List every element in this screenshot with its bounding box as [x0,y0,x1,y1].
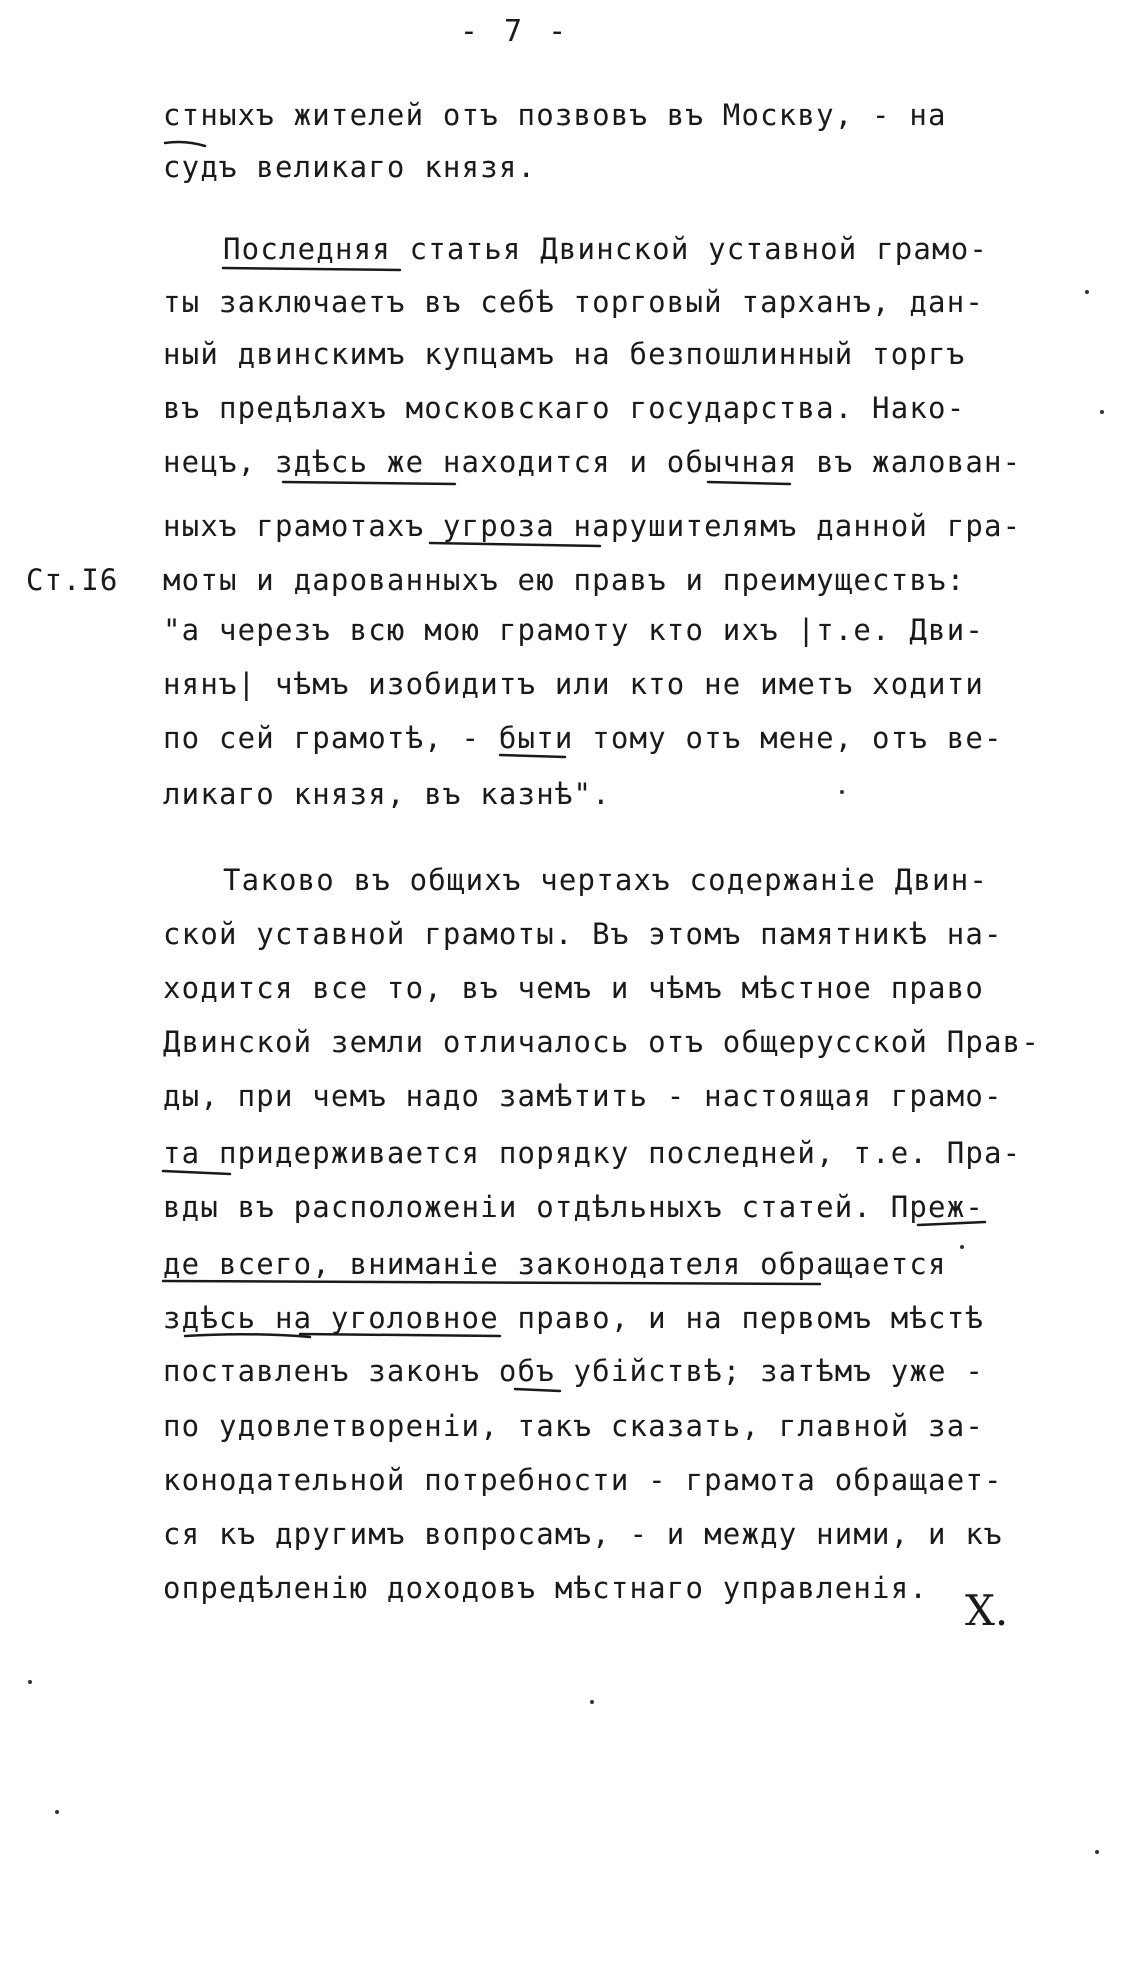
text-line: моты и дарованныхъ ею правъ и преимуществъ: [163,563,966,597]
underline-mark [430,543,600,546]
text-line: въ предѣлахъ московскаго государства. Нако- [163,391,966,425]
text-line: ты заключаетъ въ себѣ торговый тарханъ, дан- [163,285,985,319]
text-line: по сей грамотѣ, - быти тому отъ мене, отъ ве- [163,721,1003,755]
scan-speck [590,1700,594,1704]
text-line: ликаго князя, въ казнѣ". [163,777,611,811]
text-line: поставленъ законъ объ убійствѣ; затѣмъ уже - [163,1354,985,1388]
underline-mark [500,755,565,757]
text-line: нянъ| чѣмъ изобидитъ или кто не иметъ ходити [163,667,985,701]
scan-speck [960,1245,964,1249]
text-line: ся къ другимъ вопросамъ, - и между ними, и къ [163,1517,1003,1551]
underline-mark [223,268,400,270]
text-line: ный двинскимъ купцамъ на безпошлинный торгъ [163,337,966,371]
text-line: судъ великаго князя. [163,150,537,184]
text-line: ды, при чемъ надо замѣтить - настоящая грамо- [163,1079,1003,1113]
page-number: - 7 - [459,14,571,49]
text-line: ской уставной грамоты. Въ этомъ памятникѣ на- [163,917,1003,951]
text-line: ходится все то, въ чемъ и чѣмъ мѣстное право [163,971,985,1005]
text-line: вды въ расположеніи отдѣльныхъ статей. Преж- [163,1190,985,1224]
underline-mark [708,482,790,484]
text-line: Таково въ общихъ чертахъ содержаніе Двин- [223,863,989,897]
text-line: здѣсь на уголовное право, и на первомъ мѣстѣ [163,1301,985,1335]
text-line: де всего, вниманіе законодателя обращается [163,1247,947,1281]
margin-note-article: Ст.I6 [26,563,119,597]
underline-mark [165,142,205,146]
text-line: конодательной потребности - грамота обращает- [163,1463,1003,1497]
scan-speck [28,1680,32,1684]
text-line: та придерживается порядку последней, т.е. Пра- [163,1136,1022,1170]
text-line: по удовлетвореніи, такъ сказать, главной за- [163,1409,985,1443]
underline-mark [283,482,455,484]
underline-mark [515,1389,560,1391]
underline-mark [918,1222,985,1225]
text-line: Двинской земли отличалось отъ общерусской Прав- [163,1025,1040,1059]
scan-speck [1085,290,1089,294]
scan-speck [1100,410,1104,414]
underline-mark [185,1334,310,1337]
scan-speck [55,1810,59,1814]
text-line: нецъ, здѣсь же находится и обычная въ жалован- [163,445,1022,479]
underline-mark [163,1281,820,1284]
text-line: "а черезъ всю мою грамоту кто ихъ |т.е. Дви- [163,613,985,647]
scan-speck [840,790,844,794]
text-line: Последняя статья Двинской уставной грамо- [223,232,989,266]
text-line: опредѣленію доходовъ мѣстнаго управленія. [163,1571,929,1605]
handwritten-end-mark: X. [965,1586,1009,1635]
text-line: стныхъ жителей отъ позвовъ въ Москву, - на [163,98,947,132]
text-line: ныхъ грамотахъ угроза нарушителямъ данной гра- [163,509,1022,543]
underline-mark [163,1171,230,1174]
scan-speck [1095,1850,1099,1854]
underline-mark [300,1334,500,1336]
